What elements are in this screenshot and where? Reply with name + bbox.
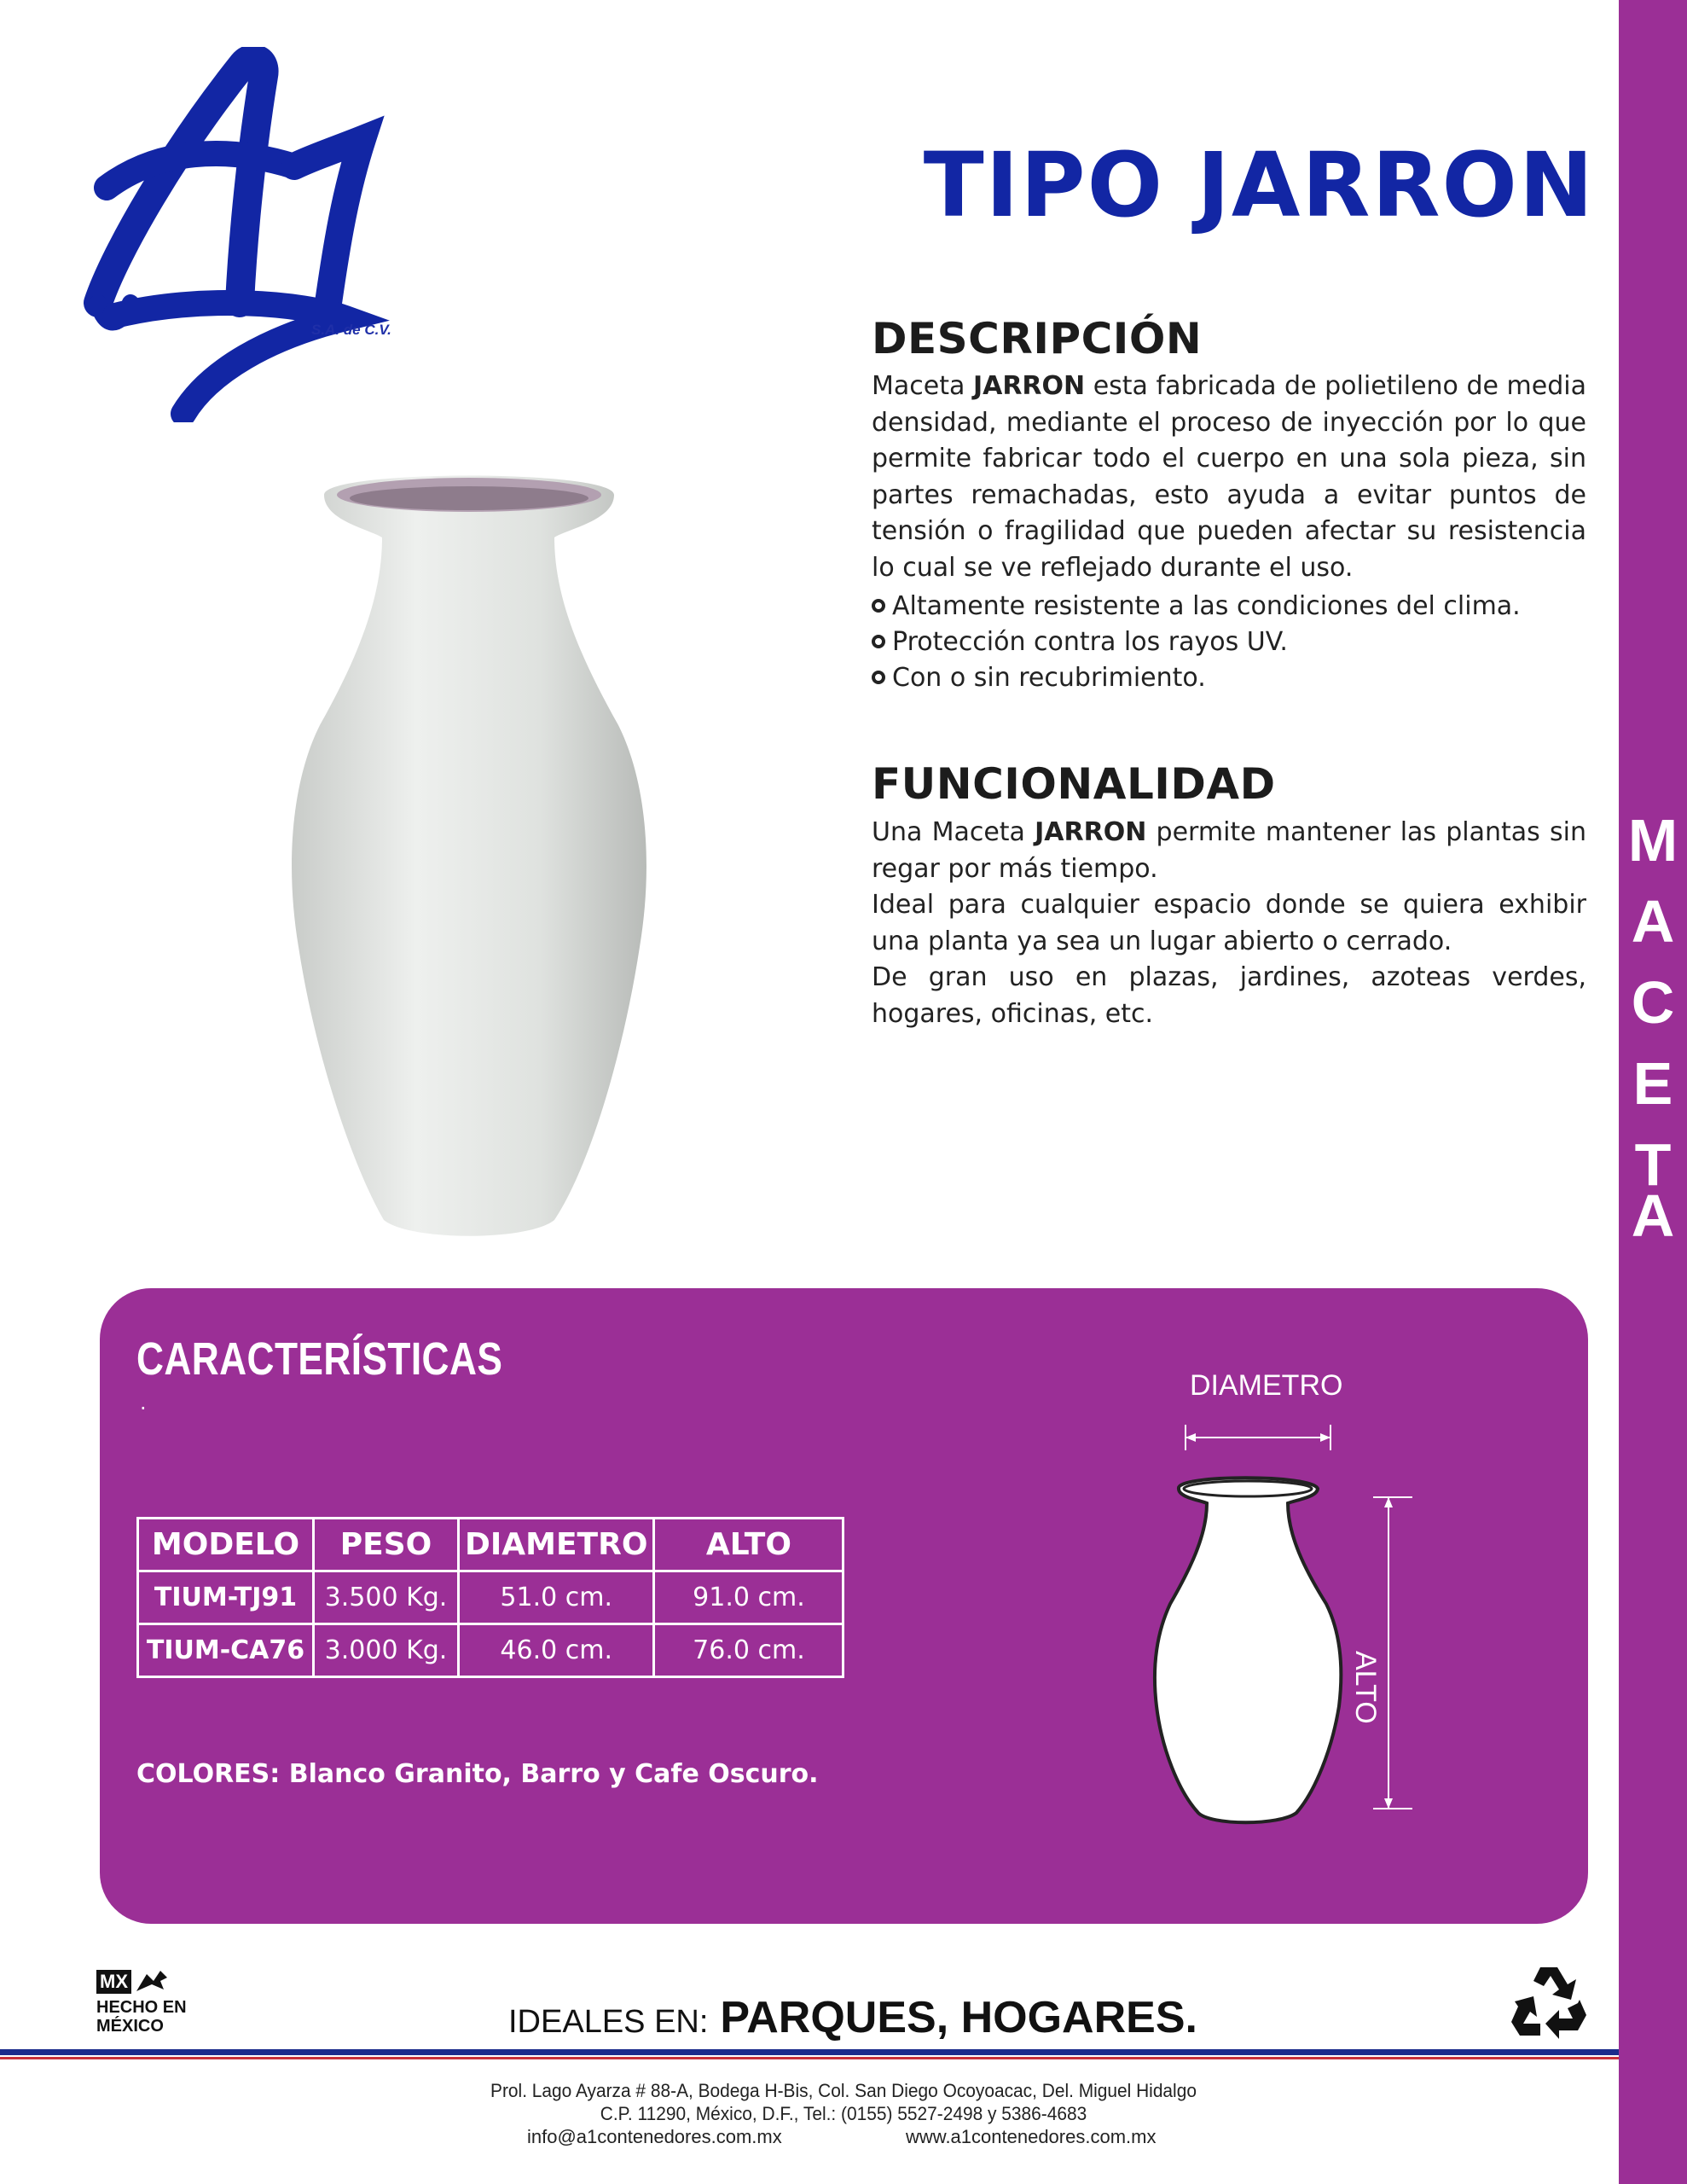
diametro-label: DIAMETRO xyxy=(1190,1369,1343,1402)
list-item: Altamente resistente a las condiciones del clima. xyxy=(872,589,1586,624)
funcionalidad-paragraph: Una Maceta JARRON permite mantener las plantas sin regar por más tiempo. Ideal para cualquier espacio donde se quiera exhibir una planta ya sea un lugar abierto o cerrado. De gran uso en plazas, jardines, azoteas verdes, hogares, oficinas, etc. xyxy=(872,817,1586,1029)
table-cell: 51.0 cm. xyxy=(459,1571,654,1624)
table-cell: 3.000 Kg. xyxy=(314,1624,459,1677)
hecho-line1: HECHO EN xyxy=(96,1998,187,2017)
eagle-icon xyxy=(135,1969,169,1995)
vase-photo xyxy=(273,469,657,1237)
bullet-icon xyxy=(872,599,885,613)
panel-dot: . xyxy=(140,1391,147,1414)
address-line-2: C.P. 11290, México, D.F., Tel.: (0155) 5527-2498 y 5386-4683 xyxy=(600,2103,1087,2124)
ideales-value: PARQUES, HOGARES. xyxy=(720,1993,1197,2042)
table-cell: 46.0 cm. xyxy=(459,1624,654,1677)
side-letter: A xyxy=(1631,1182,1675,1249)
list-item: Con o sin recubrimiento. xyxy=(872,660,1586,696)
company-suffix: S.A. de C.V. xyxy=(311,322,391,338)
table-row xyxy=(138,1624,844,1677)
spec-table xyxy=(136,1517,844,1678)
recycle-icon xyxy=(1508,1960,1590,2042)
descripcion-heading: DESCRIPCIÓN xyxy=(872,314,1203,363)
bullet-icon xyxy=(872,635,885,648)
ideales-line xyxy=(508,1992,1197,2043)
side-strip xyxy=(1619,0,1687,2184)
bullet-icon xyxy=(872,671,885,684)
list-item: Protección contra los rayos UV. xyxy=(872,624,1586,660)
side-letter: C xyxy=(1631,969,1675,1036)
table-header: ALTO xyxy=(654,1519,844,1571)
colors-line: COLORES: Blanco Granito, Barro y Cafe Oscuro. xyxy=(136,1759,819,1789)
company-logo xyxy=(81,47,439,422)
funcionalidad-heading: FUNCIONALIDAD xyxy=(872,759,1276,809)
table-cell: TIUM-CA76 xyxy=(138,1624,314,1677)
side-letter: E xyxy=(1632,1050,1673,1117)
table-cell: 91.0 cm. xyxy=(654,1571,844,1624)
side-letter: A xyxy=(1631,888,1675,955)
table-header-row xyxy=(138,1519,844,1571)
table-cell: TIUM-TJ91 xyxy=(138,1571,314,1624)
vase-dimension-diagram xyxy=(1134,1365,1493,1843)
descripcion-paragraph: Maceta JARRON esta fabricada de polietileno de media densidad, mediante el proceso de inyección por lo que permite fabricar todo el cuerpo en una sola pieza, sin partes remachadas, esto ayuda a evitar puntos de tensión o fragilidad que pueden afectar su resistencia lo cual se ve reflejado durante el uso. xyxy=(872,371,1586,583)
hecho-line2: MÉXICO xyxy=(96,2017,164,2036)
side-letter: T xyxy=(1634,1131,1672,1198)
address-line-1: Prol. Lago Ayarza # 88-A, Bodega H-Bis, Col. San Diego Ocoyoacac, Del. Miguel Hidalgo xyxy=(490,2080,1197,2101)
table-header: DIAMETRO xyxy=(459,1519,654,1571)
mx-badge: MX xyxy=(96,1970,131,1994)
a1-logo-mark xyxy=(81,47,439,422)
table-header: PESO xyxy=(314,1519,459,1571)
table-cell: 76.0 cm. xyxy=(654,1624,844,1677)
caracteristicas-heading: CARACTERÍSTICAS xyxy=(136,1333,503,1385)
footer-rule xyxy=(0,2049,1619,2055)
table-header: MODELO xyxy=(138,1519,314,1571)
table-row xyxy=(138,1571,844,1624)
features-list xyxy=(872,589,1586,696)
table-cell: 3.500 Kg. xyxy=(314,1571,459,1624)
ideales-label: IDEALES EN: xyxy=(508,2004,709,2040)
side-letter: M xyxy=(1627,807,1678,874)
website-link[interactable]: www.a1contenedores.com.mx xyxy=(906,2126,1157,2147)
alto-label: ALTO xyxy=(1349,1651,1382,1724)
footer-rule-accent xyxy=(0,2057,1619,2059)
hecho-en-mexico-badge xyxy=(96,1969,199,2051)
email-link[interactable]: info@a1contenedores.com.mx xyxy=(527,2126,782,2147)
page-title: TIPO JARRON xyxy=(923,133,1595,237)
